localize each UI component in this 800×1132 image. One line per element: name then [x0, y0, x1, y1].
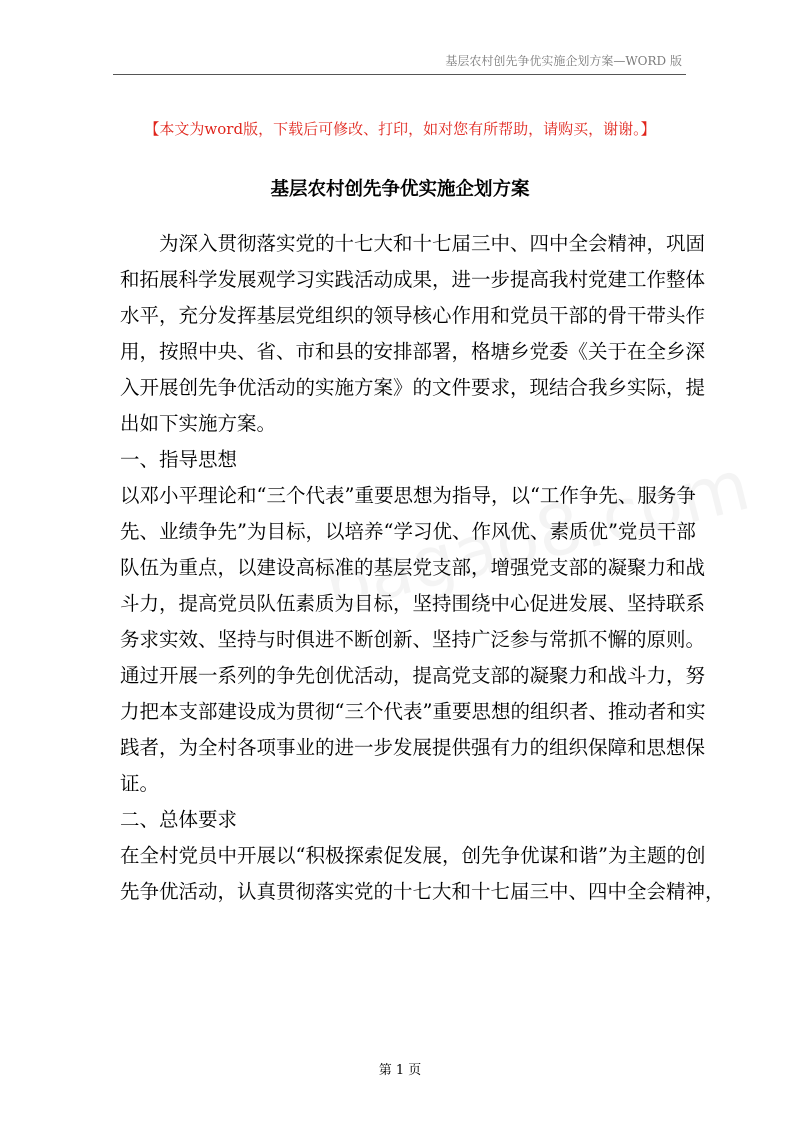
section-heading	[120, 802, 684, 838]
running-header: 基层农村创先争优实施企划方案—WORD 版	[445, 54, 682, 68]
document-body	[120, 226, 725, 910]
text-line: 先、业绩争先”为目标，以培养“学习优、作风优、素质优”党员干部	[120, 520, 696, 543]
text-line: 证。	[120, 772, 160, 795]
section1-paragraph	[120, 478, 706, 802]
text-line: 务求实效、坚持与时俱进不断创新、坚持广泛参与常抓不懈的原则。	[120, 628, 706, 651]
text-line: 入开展创先争优活动的实施方案》的文件要求，现结合我乡实际，提	[120, 376, 706, 399]
text-line: 通过开展一系列的争先创优活动，提高党支部的凝聚力和战斗力，努	[120, 664, 706, 687]
page-number: 第 1 页	[378, 1063, 422, 1078]
text-line: 和拓展科学发展观学习实践活动成果，进一步提高我村党建工作整体	[120, 268, 706, 291]
text-line: 水平，充分发挥基层党组织的领导核心作用和党员干部的骨干带头作	[120, 304, 706, 327]
heading-general-requirements: 二、总体要求	[120, 808, 238, 831]
heading-guiding-ideology: 一、指导思想	[120, 448, 238, 471]
text-line: 斗力，提高党员队伍素质为目标，坚持围绕中心促进发展、坚持联系	[120, 592, 706, 615]
text-line: 以邓小平理论和“三个代表”重要思想为指导，以“工作争先、服务争	[120, 484, 696, 507]
text-line: 队伍为重点，以建设高标准的基层党支部，增强党支部的凝聚力和战	[120, 556, 706, 579]
text-line: 为深入贯彻落实党的十七大和十七届三中、四中全会精神，巩固	[159, 232, 706, 255]
header-divider	[113, 74, 686, 75]
text-line: 用，按照中央、省、市和县的安排部署，格塘乡党委《关于在全乡深	[120, 340, 706, 363]
text-line: 践者，为全村各项事业的进一步发展提供强有力的组织保障和思想保	[120, 736, 706, 759]
section2-paragraph	[120, 838, 725, 910]
intro-paragraph	[120, 226, 706, 442]
section-heading	[120, 442, 684, 478]
download-notice: 【本文为word版，下载后可修改、打印，如对您有所帮助，请购买，谢谢。】	[144, 120, 656, 138]
document-title: 基层农村创先争优实施企划方案	[270, 179, 530, 200]
text-line: 在全村党员中开展以“积极探索促发展，创先争优谋和谐”为主题的创	[120, 844, 706, 867]
text-line: 先争优活动，认真贯彻落实党的十七大和十七届三中、四中全会精神，	[120, 880, 725, 903]
text-line: 出如下实施方案。	[120, 412, 277, 435]
text-line: 力把本支部建设成为贯彻“三个代表”重要思想的组织者、推动者和实	[120, 700, 706, 723]
